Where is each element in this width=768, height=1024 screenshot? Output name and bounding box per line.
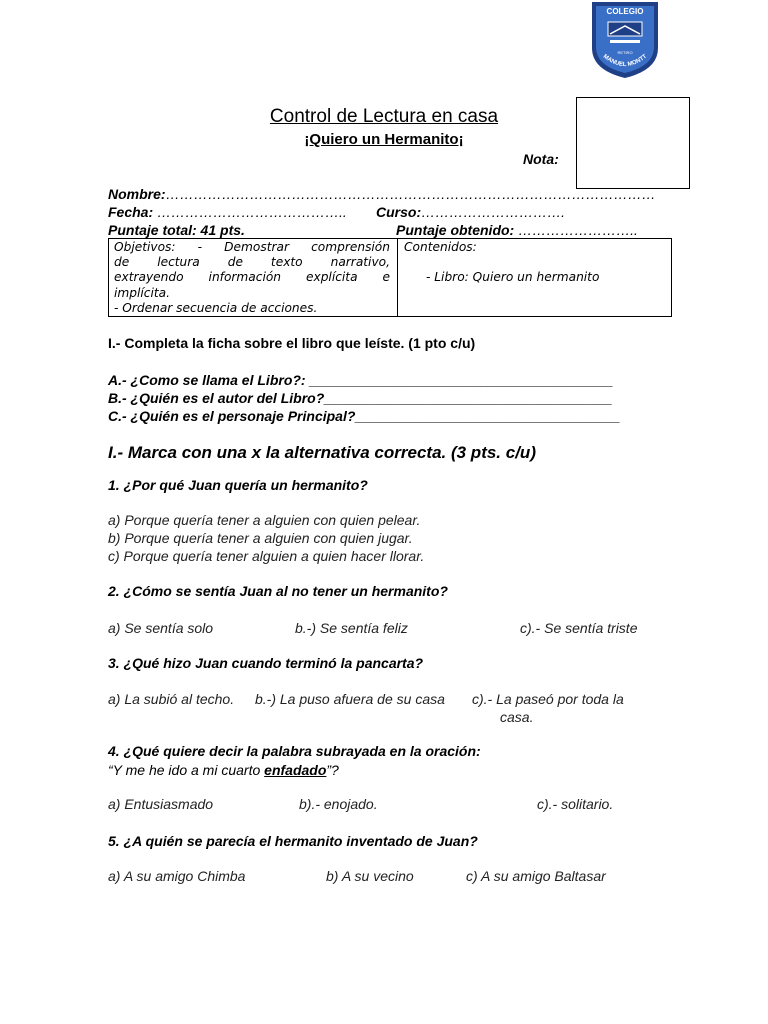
q5-option-b[interactable]: b) A su vecino <box>326 868 414 884</box>
objetivos-cell <box>109 239 398 316</box>
contenidos-title: Contenidos: <box>404 240 477 254</box>
nombre-field[interactable] <box>108 186 656 202</box>
q4-sentence-pre: “Y me he ido a mi cuarto <box>108 762 265 778</box>
question-3: 3. ¿Qué hizo Juan cuando terminó la pancarta? <box>108 655 424 671</box>
fecha-field[interactable] <box>108 204 347 220</box>
objetivos-line: de lectura de texto narrativo, <box>114 255 390 270</box>
section1-heading: I.- Completa la ficha sobre el libro que leíste. (1 pto c/u) <box>108 335 476 351</box>
section1-item-b[interactable]: B.- ¿Quién es el autor del Libro?_____________________________________ <box>108 390 613 406</box>
section1-item-c[interactable]: C.- ¿Quién es el personaje Principal?__________________________________ <box>108 408 621 424</box>
objectives-table <box>108 238 672 317</box>
objetivos-line: - Ordenar secuencia de acciones. <box>114 300 318 315</box>
q1-option-c[interactable]: c) Porque quería tener alguien a quien hacer llorar. <box>108 548 425 564</box>
q5-option-a[interactable]: a) A su amigo Chimba <box>108 868 246 884</box>
q4-sentence <box>108 762 339 778</box>
fecha-label: Fecha: <box>108 204 154 220</box>
nombre-dots: …………………………………………………………………………………………… <box>165 186 656 202</box>
contenidos-item: - Libro: Quiero un hermanito <box>426 270 600 284</box>
puntaje-obtenido-field[interactable] <box>396 222 638 238</box>
curso-dots: …………………………. <box>421 204 566 220</box>
q3-option-c[interactable]: c).- La paseó por toda la <box>472 691 624 707</box>
q2-option-b[interactable]: b.-) Se sentía feliz <box>295 620 408 636</box>
q4-option-c[interactable]: c).- solitario. <box>537 796 614 812</box>
curso-field[interactable] <box>376 204 565 220</box>
curso-label: Curso: <box>376 204 422 220</box>
section1-item-a[interactable]: A.- ¿Como se llama el Libro?: _______________________________________ <box>108 372 614 388</box>
contenidos-cell <box>398 239 670 316</box>
q4-option-a[interactable]: a) Entusiasmado <box>108 796 214 812</box>
q3-option-c-continued[interactable]: casa. <box>500 709 534 725</box>
question-5: 5. ¿A quién se parecía el hermanito inventado de Juan? <box>108 833 478 849</box>
q1-option-b[interactable]: b) Porque quería tener a alguien con quien jugar. <box>108 530 413 546</box>
puntaje-total: Puntaje total: 41 pts. <box>108 222 245 238</box>
q5-option-c[interactable]: c) A su amigo Baltasar <box>466 868 606 884</box>
nota-box[interactable] <box>576 97 690 189</box>
question-4: 4. ¿Qué quiere decir la palabra subrayada en la oración: <box>108 743 481 759</box>
svg-text:COLEGIO: COLEGIO <box>606 7 644 16</box>
svg-text:RETIRO: RETIRO <box>617 50 633 55</box>
q3-option-b[interactable]: b.-) La puso afuera de su casa <box>255 691 445 707</box>
document-title: Control de Lectura en casa <box>269 106 499 127</box>
q1-option-a[interactable]: a) Porque quería tener a alguien con quien pelear. <box>108 512 421 528</box>
question-1: 1. ¿Por qué Juan quería un hermanito? <box>108 477 368 493</box>
nota-label: Nota: <box>523 151 559 167</box>
q3-option-a[interactable]: a) La subió al techo. <box>108 691 235 707</box>
q2-option-c[interactable]: c).- Se sentía triste <box>520 620 638 636</box>
q4-underlined-word: enfadado <box>264 762 327 778</box>
document-subtitle: ¡Quiero un Hermanito¡ <box>304 131 464 148</box>
svg-text:MANUEL MONTT: MANUEL MONTT <box>601 53 649 69</box>
fecha-dots: ………………………………….. <box>157 204 347 220</box>
q4-option-b[interactable]: b).- enojado. <box>299 796 378 812</box>
nombre-label: Nombre: <box>108 186 166 202</box>
q2-option-a[interactable]: a) Se sentía solo <box>108 620 214 636</box>
section2-heading: I.- Marca con una x la alternativa correcta. (3 pts. c/u) <box>108 443 536 462</box>
puntaje-obtenido-dots: …………………….. <box>518 222 638 238</box>
objetivos-line: extrayendo información explícita e <box>114 270 390 285</box>
objetivos-line: implícita. <box>114 285 170 300</box>
objetivos-line: Objetivos: - Demostrar comprensión <box>114 240 390 254</box>
puntaje-obtenido-label: Puntaje obtenido: <box>396 222 515 238</box>
q4-sentence-post: ”? <box>326 762 339 778</box>
school-crest-logo <box>588 0 662 80</box>
objetivos-text <box>114 240 390 316</box>
question-2: 2. ¿Cómo se sentía Juan al no tener un hermanito? <box>108 583 448 599</box>
